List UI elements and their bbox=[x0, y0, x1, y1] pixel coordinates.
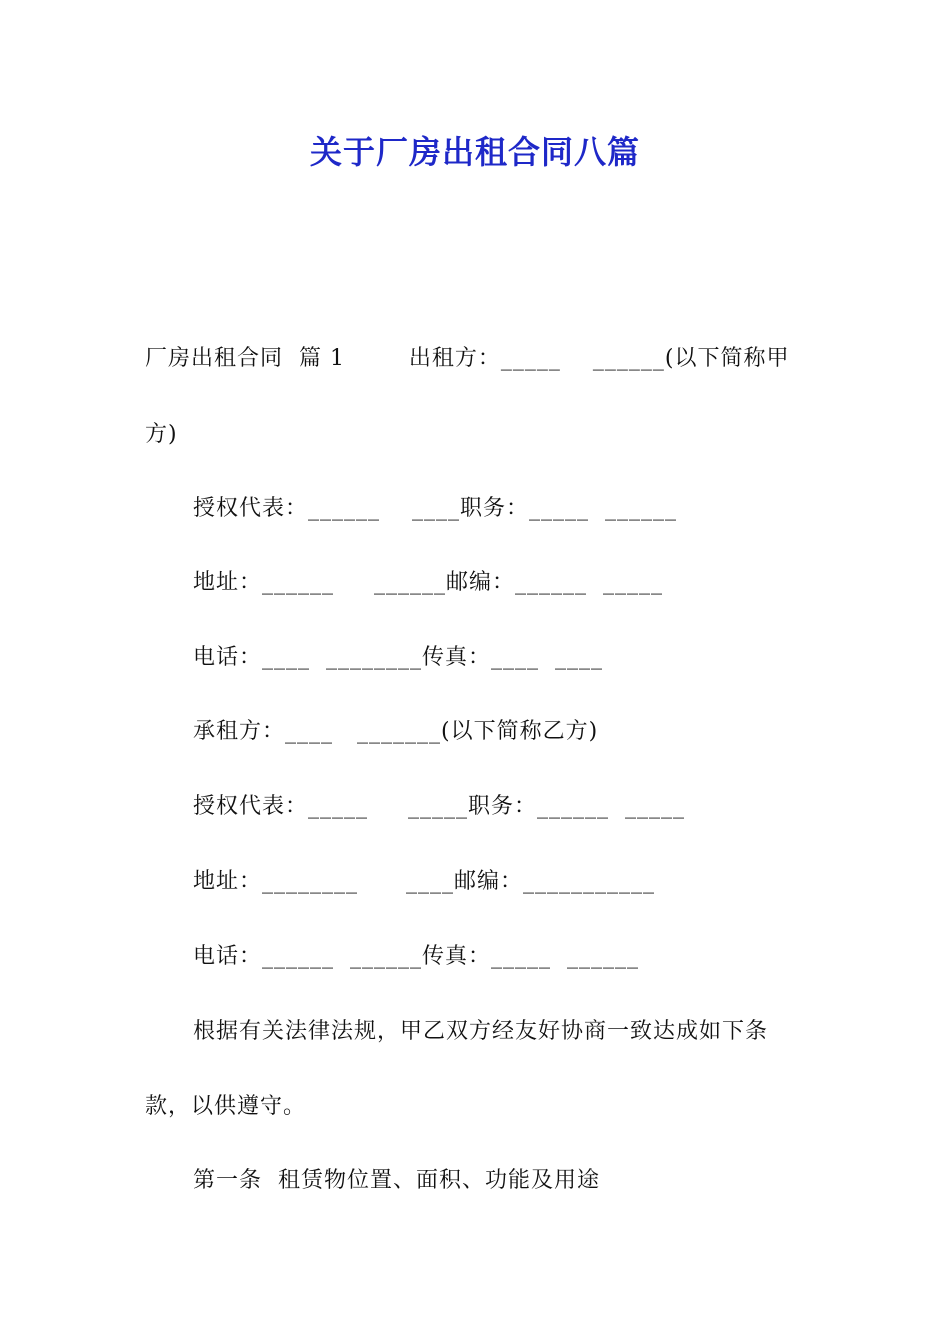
lessor-address-line: 地址：______ ______邮编：______ _____ bbox=[193, 570, 663, 595]
article-one-heading: 第一条 租赁物位置、面积、功能及用途 bbox=[193, 1168, 600, 1193]
contract-heading-line: 厂房出租合同 篇 1 出租方：_____ ______(以下简称甲 bbox=[145, 346, 790, 371]
agreement-paragraph: 根据有关法律法规，甲乙双方经友好协商一致达成如下条 bbox=[193, 1019, 769, 1044]
lessee-line: 承租方：____ _______(以下简称乙方) bbox=[193, 719, 599, 744]
lessee-phone-line: 电话：______ ______传真：_____ ______ bbox=[193, 944, 639, 969]
agreement-paragraph-continuation: 款，以供遵守。 bbox=[145, 1094, 307, 1119]
lessee-address-line: 地址：________ ____邮编：___________ bbox=[193, 869, 655, 894]
lessor-representative-line: 授权代表：______ ____职务：_____ ______ bbox=[193, 496, 677, 521]
lessor-phone-line: 电话：____ ________传真：____ ____ bbox=[193, 645, 603, 670]
lessee-representative-line: 授权代表：_____ _____职务：______ _____ bbox=[193, 794, 685, 819]
lessor-continuation: 方) bbox=[145, 422, 178, 447]
document-title: 关于厂房出租合同八篇 bbox=[309, 133, 640, 171]
